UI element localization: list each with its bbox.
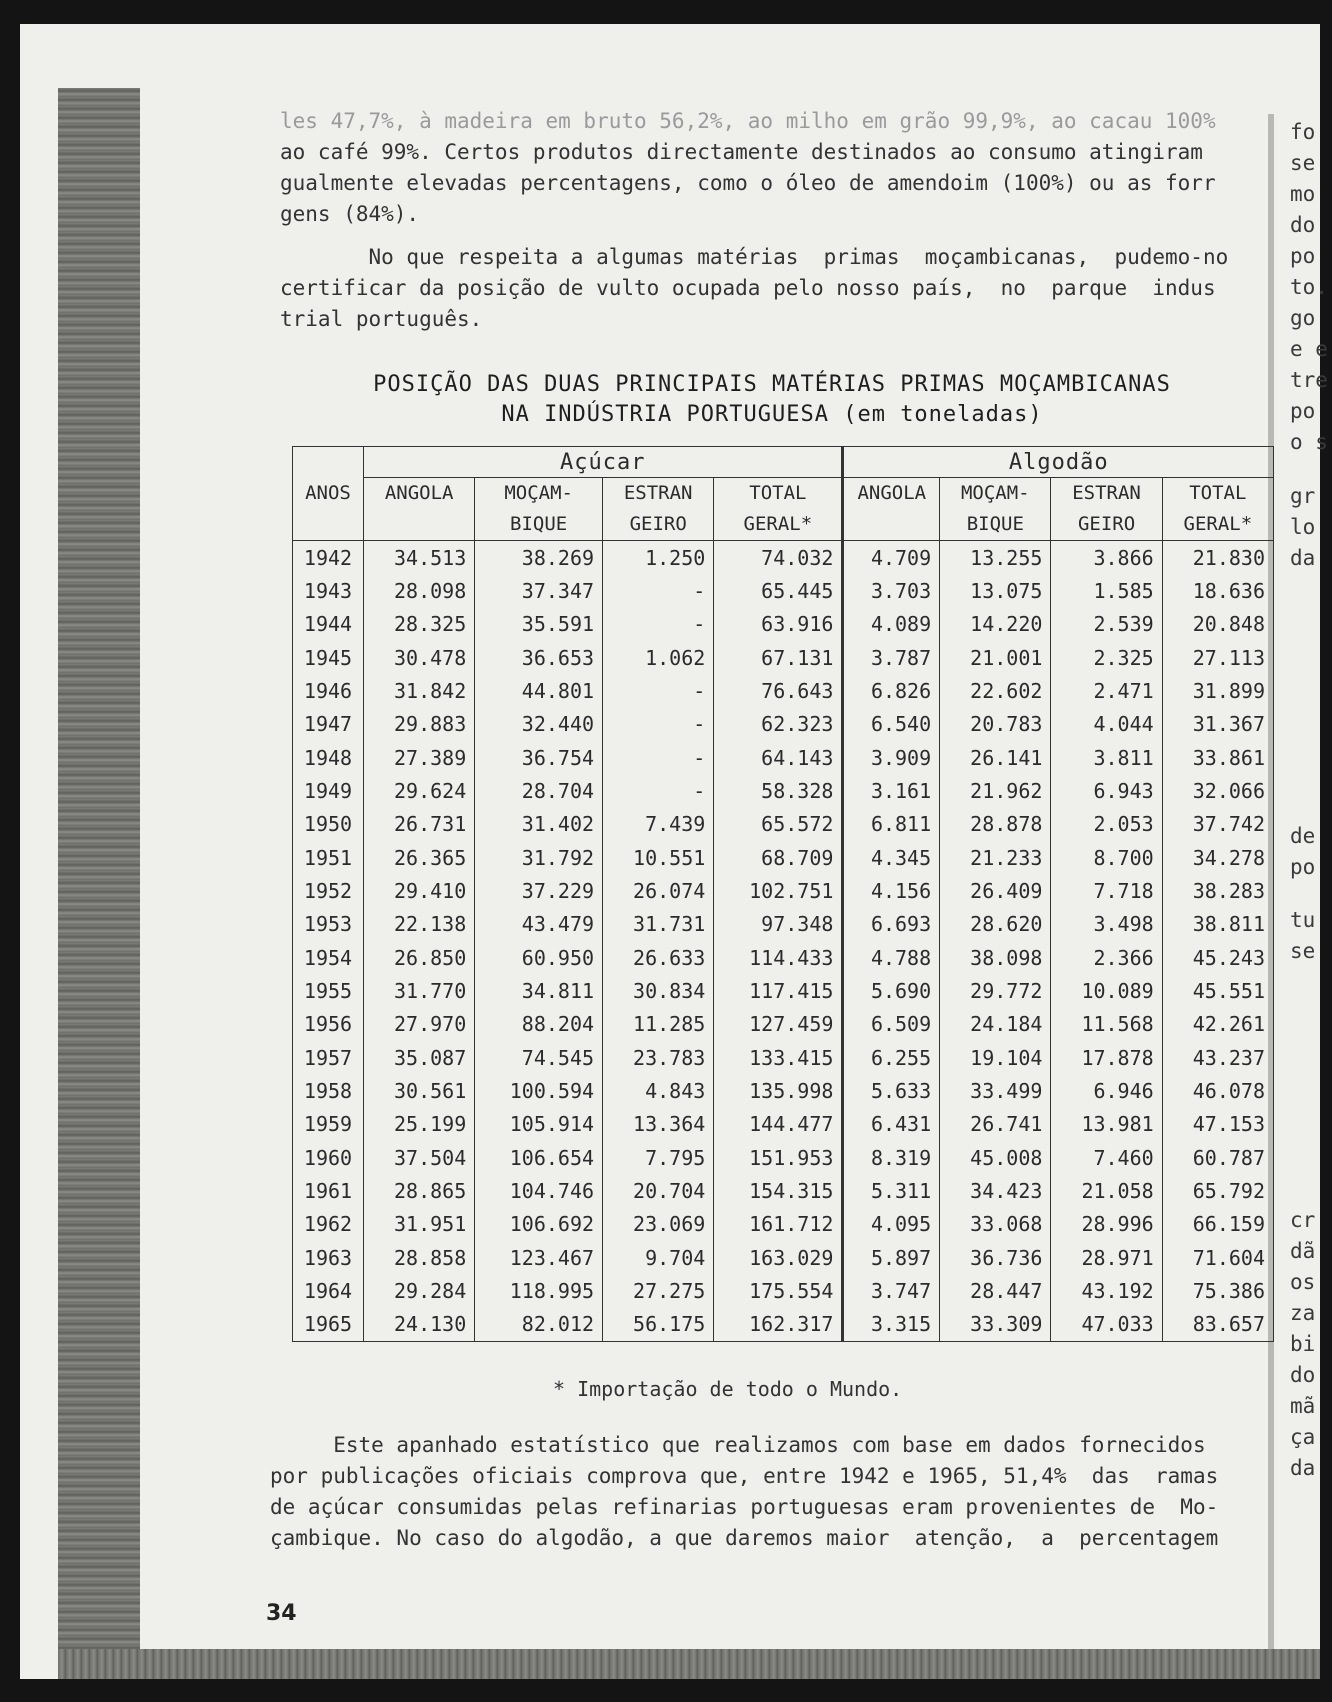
table-row (293, 874, 1274, 907)
value-cell: 163.029 (714, 1241, 843, 1274)
value-cell: 28.865 (364, 1174, 475, 1207)
column-header-mocambique: MOÇAM- BIQUE (940, 478, 1051, 541)
value-cell: 144.477 (714, 1108, 843, 1141)
table-row (293, 741, 1274, 774)
value-cell: 2.539 (1051, 608, 1162, 641)
value-cell: 135.998 (714, 1074, 843, 1107)
value-cell: 4.089 (843, 608, 940, 641)
value-cell: 6.811 (843, 808, 940, 841)
value-cell: 76.643 (714, 674, 843, 707)
paragraph-line: gens (84%). (280, 202, 420, 226)
value-cell: 13.981 (1051, 1108, 1162, 1141)
value-cell: 2.366 (1051, 941, 1162, 974)
value-cell: 22.138 (364, 908, 475, 941)
facing-page-fragment: se (1290, 939, 1316, 963)
value-cell: 117.415 (714, 974, 843, 1007)
value-cell: 26.850 (364, 941, 475, 974)
column-header-estrangeiro: ESTRAN GEIRO (1051, 478, 1162, 541)
value-cell: 3.161 (843, 774, 940, 807)
value-cell: - (603, 708, 714, 741)
value-cell: 71.604 (1162, 1241, 1273, 1274)
value-cell: 106.654 (475, 1141, 603, 1174)
value-cell: 5.690 (843, 974, 940, 1007)
value-cell: 1.062 (603, 641, 714, 674)
table-row (293, 1174, 1274, 1207)
value-cell: 18.636 (1162, 574, 1273, 607)
value-cell: 13.255 (940, 541, 1051, 575)
facing-page-fragment: da (1290, 1456, 1316, 1480)
year-cell: 1955 (293, 974, 364, 1007)
year-cell: 1942 (293, 541, 364, 575)
facing-page-edge (1282, 24, 1332, 1649)
value-cell: 6.509 (843, 1008, 940, 1041)
value-cell: 34.423 (940, 1174, 1051, 1207)
value-cell: 45.551 (1162, 974, 1273, 1007)
year-cell: 1958 (293, 1074, 364, 1107)
facing-page-fragment: lo (1290, 515, 1316, 539)
value-cell: 13.364 (603, 1108, 714, 1141)
paragraph-line: trial português. (280, 307, 483, 331)
value-cell: 6.693 (843, 908, 940, 941)
paragraph-line: No que respeita a algumas matérias primas moçambicanas, pudemo-no (280, 245, 1229, 269)
value-cell: 29.284 (364, 1274, 475, 1307)
corner-cell (293, 447, 364, 478)
value-cell: 27.389 (364, 741, 475, 774)
value-cell: 31.792 (475, 841, 603, 874)
value-cell: 3.909 (843, 741, 940, 774)
value-cell: 114.433 (714, 941, 843, 974)
table-row (293, 1308, 1274, 1342)
facing-page-fragment: se (1290, 151, 1316, 175)
value-cell: 4.095 (843, 1208, 940, 1241)
value-cell: 26.633 (603, 941, 714, 974)
table-row (293, 1141, 1274, 1174)
value-cell: 13.075 (940, 574, 1051, 607)
value-cell: 28.325 (364, 608, 475, 641)
value-cell: 36.754 (475, 741, 603, 774)
value-cell: 31.951 (364, 1208, 475, 1241)
value-cell: 106.692 (475, 1208, 603, 1241)
value-cell: 36.736 (940, 1241, 1051, 1274)
value-cell: - (603, 674, 714, 707)
table-row (293, 841, 1274, 874)
value-cell: 2.325 (1051, 641, 1162, 674)
facing-page-fragment: ça (1290, 1425, 1316, 1449)
facing-page-fragment: fo (1290, 120, 1316, 144)
value-cell: 66.159 (1162, 1208, 1273, 1241)
value-cell: 45.008 (940, 1141, 1051, 1174)
facing-page-fragment: de (1290, 824, 1316, 848)
year-cell: 1965 (293, 1308, 364, 1342)
value-cell: 30.561 (364, 1074, 475, 1107)
value-cell: 60.950 (475, 941, 603, 974)
value-cell: 26.731 (364, 808, 475, 841)
year-cell: 1951 (293, 841, 364, 874)
value-cell: 47.153 (1162, 1108, 1273, 1141)
value-cell: 29.883 (364, 708, 475, 741)
value-cell: 2.053 (1051, 808, 1162, 841)
facing-page-fragment: mo (1290, 182, 1316, 206)
data-table (292, 446, 1274, 1342)
page-bottom-edge (58, 1649, 1320, 1679)
value-cell: 6.431 (843, 1108, 940, 1141)
value-cell: 127.459 (714, 1008, 843, 1041)
value-cell: 26.409 (940, 874, 1051, 907)
value-cell: 21.058 (1051, 1174, 1162, 1207)
value-cell: 74.545 (475, 1041, 603, 1074)
facing-page-fragment: cr (1290, 1208, 1316, 1232)
value-cell: 37.504 (364, 1141, 475, 1174)
value-cell: 23.783 (603, 1041, 714, 1074)
table-row (293, 574, 1274, 607)
value-cell: 26.741 (940, 1108, 1051, 1141)
year-cell: 1948 (293, 741, 364, 774)
value-cell: 33.499 (940, 1074, 1051, 1107)
table-row (293, 1108, 1274, 1141)
value-cell: 7.460 (1051, 1141, 1162, 1174)
value-cell: 3.811 (1051, 741, 1162, 774)
value-cell: 11.285 (603, 1008, 714, 1041)
value-cell: 30.478 (364, 641, 475, 674)
value-cell: 36.653 (475, 641, 603, 674)
value-cell: 31.367 (1162, 708, 1273, 741)
value-cell: 4.345 (843, 841, 940, 874)
year-cell: 1945 (293, 641, 364, 674)
year-cell: 1953 (293, 908, 364, 941)
value-cell: 100.594 (475, 1074, 603, 1107)
value-cell: 20.848 (1162, 608, 1273, 641)
value-cell: 30.834 (603, 974, 714, 1007)
table-row (293, 941, 1274, 974)
value-cell: 43.479 (475, 908, 603, 941)
value-cell: 21.962 (940, 774, 1051, 807)
value-cell: 4.709 (843, 541, 940, 575)
value-cell: 5.311 (843, 1174, 940, 1207)
value-cell: 7.795 (603, 1141, 714, 1174)
value-cell: 7.439 (603, 808, 714, 841)
value-cell: 6.826 (843, 674, 940, 707)
column-header-anos: ANOS (293, 478, 364, 541)
year-cell: 1943 (293, 574, 364, 607)
value-cell: 4.156 (843, 874, 940, 907)
value-cell: - (603, 574, 714, 607)
value-cell: 67.131 (714, 641, 843, 674)
value-cell: 44.801 (475, 674, 603, 707)
value-cell: 162.317 (714, 1308, 843, 1342)
value-cell: 37.229 (475, 874, 603, 907)
facing-page-fragment: go (1290, 306, 1316, 330)
value-cell: 37.742 (1162, 808, 1273, 841)
facing-page-fragment: po (1290, 244, 1316, 268)
value-cell: - (603, 741, 714, 774)
year-cell: 1964 (293, 1274, 364, 1307)
paragraph-line: certificar da posição de vulto ocupada pelo nosso país, no parque indus (280, 276, 1216, 300)
value-cell: 27.275 (603, 1274, 714, 1307)
facing-page-fragment: tre (1290, 368, 1328, 392)
value-cell: 10.089 (1051, 974, 1162, 1007)
value-cell: 8.700 (1051, 841, 1162, 874)
table-row (293, 641, 1274, 674)
value-cell: 2.471 (1051, 674, 1162, 707)
year-cell: 1959 (293, 1108, 364, 1141)
value-cell: 31.899 (1162, 674, 1273, 707)
table-row (293, 1074, 1274, 1107)
value-cell: - (603, 608, 714, 641)
value-cell: 65.792 (1162, 1174, 1273, 1207)
value-cell: 37.347 (475, 574, 603, 607)
value-cell: 22.602 (940, 674, 1051, 707)
value-cell: 32.440 (475, 708, 603, 741)
value-cell: 33.068 (940, 1208, 1051, 1241)
value-cell: 104.746 (475, 1174, 603, 1207)
facing-page-fragment: to. (1290, 275, 1328, 299)
value-cell: 4.843 (603, 1074, 714, 1107)
paragraph-line: çambique. No caso do algodão, a que daremos maior atenção, a percentagem (270, 1526, 1219, 1550)
value-cell: 65.445 (714, 574, 843, 607)
year-cell: 1963 (293, 1241, 364, 1274)
value-cell: 3.866 (1051, 541, 1162, 575)
value-cell: 3.498 (1051, 908, 1162, 941)
column-header-mocambique: MOÇAM- BIQUE (475, 478, 603, 541)
value-cell: 64.143 (714, 741, 843, 774)
table-footnote: * Importação de todo o Mundo. (553, 1377, 903, 1401)
table-row (293, 674, 1274, 707)
year-cell: 1950 (293, 808, 364, 841)
paragraph-line: por publicações oficiais comprova que, entre 1942 e 1965, 51,4% das ramas (270, 1464, 1219, 1488)
value-cell: 10.551 (603, 841, 714, 874)
value-cell: 6.255 (843, 1041, 940, 1074)
value-cell: 1.585 (1051, 574, 1162, 607)
value-cell: 68.709 (714, 841, 843, 874)
value-cell: 28.996 (1051, 1208, 1162, 1241)
year-cell: 1944 (293, 608, 364, 641)
year-cell: 1956 (293, 1008, 364, 1041)
paragraph-line: les 47,7%, à madeira em bruto 56,2%, ao milho em grão 99,9%, ao cacau 100% (280, 109, 1216, 133)
table-row (293, 1208, 1274, 1241)
table-row (293, 1041, 1274, 1074)
value-cell: 29.772 (940, 974, 1051, 1007)
value-cell: 38.098 (940, 941, 1051, 974)
year-cell: 1954 (293, 941, 364, 974)
value-cell: 35.591 (475, 608, 603, 641)
column-header-total-geral: TOTAL GERAL* (714, 478, 843, 541)
value-cell: 47.033 (1051, 1308, 1162, 1342)
year-cell: 1952 (293, 874, 364, 907)
table-row (293, 708, 1274, 741)
table-row (293, 808, 1274, 841)
table-row (293, 1241, 1274, 1274)
value-cell: 63.916 (714, 608, 843, 641)
value-cell: 26.365 (364, 841, 475, 874)
value-cell: 28.447 (940, 1274, 1051, 1307)
page-number: 34 (266, 1601, 297, 1626)
value-cell: 123.467 (475, 1241, 603, 1274)
table-row (293, 908, 1274, 941)
group-header-acucar: Açúcar (364, 447, 843, 478)
value-cell: 34.513 (364, 541, 475, 575)
year-cell: 1947 (293, 708, 364, 741)
document-page (20, 24, 1328, 1679)
column-header-estrangeiro: ESTRAN GEIRO (603, 478, 714, 541)
value-cell: 161.712 (714, 1208, 843, 1241)
value-cell: 24.184 (940, 1008, 1051, 1041)
value-cell: 3.747 (843, 1274, 940, 1307)
value-cell: 3.703 (843, 574, 940, 607)
value-cell: 5.633 (843, 1074, 940, 1107)
value-cell: 151.953 (714, 1141, 843, 1174)
value-cell: 4.788 (843, 941, 940, 974)
value-cell: 56.175 (603, 1308, 714, 1342)
year-cell: 1960 (293, 1141, 364, 1174)
value-cell: 14.220 (940, 608, 1051, 641)
value-cell: 60.787 (1162, 1141, 1273, 1174)
table-title: POSIÇÃO DAS DUAS PRINCIPAIS MATÉRIAS PRIMAS MOÇAMBICANAS (373, 372, 1171, 397)
value-cell: 3.315 (843, 1308, 940, 1342)
value-cell: 105.914 (475, 1108, 603, 1141)
value-cell: 31.842 (364, 674, 475, 707)
value-cell: 27.113 (1162, 641, 1273, 674)
value-cell: 38.283 (1162, 874, 1273, 907)
value-cell: 43.237 (1162, 1041, 1273, 1074)
facing-page-fragment: po (1290, 399, 1316, 423)
facing-page-fragment: dã (1290, 1239, 1316, 1263)
facing-page-fragment: mã (1290, 1394, 1316, 1418)
facing-page-fragment: po (1290, 855, 1316, 879)
value-cell: 28.878 (940, 808, 1051, 841)
value-cell: 29.410 (364, 874, 475, 907)
paragraph-line: de açúcar consumidas pelas refinarias portuguesas eram provenientes de Mo- (270, 1495, 1219, 1519)
table-row (293, 1274, 1274, 1307)
year-cell: 1957 (293, 1041, 364, 1074)
value-cell: 5.897 (843, 1241, 940, 1274)
value-cell: 75.386 (1162, 1274, 1273, 1307)
column-header-total-geral: TOTAL GERAL* (1162, 478, 1273, 541)
value-cell: 34.811 (475, 974, 603, 1007)
value-cell: 31.770 (364, 974, 475, 1007)
value-cell: 34.278 (1162, 841, 1273, 874)
value-cell: 11.568 (1051, 1008, 1162, 1041)
value-cell: 28.620 (940, 908, 1051, 941)
value-cell: 88.204 (475, 1008, 603, 1041)
year-cell: 1962 (293, 1208, 364, 1241)
value-cell: 8.319 (843, 1141, 940, 1174)
value-cell: 97.348 (714, 908, 843, 941)
value-cell: 62.323 (714, 708, 843, 741)
value-cell: 6.540 (843, 708, 940, 741)
table-subtitle: NA INDÚSTRIA PORTUGUESA (em toneladas) (501, 402, 1043, 427)
table-row (293, 774, 1274, 807)
value-cell: 20.783 (940, 708, 1051, 741)
value-cell: 24.130 (364, 1308, 475, 1342)
value-cell: 28.971 (1051, 1241, 1162, 1274)
value-cell: 7.718 (1051, 874, 1162, 907)
value-cell: 3.787 (843, 641, 940, 674)
book-binding (58, 88, 140, 1664)
value-cell: 43.192 (1051, 1274, 1162, 1307)
facing-page-fragment: gr (1290, 484, 1316, 508)
value-cell: - (603, 774, 714, 807)
value-cell: 25.199 (364, 1108, 475, 1141)
table-row (293, 608, 1274, 641)
value-cell: 31.402 (475, 808, 603, 841)
value-cell: 38.269 (475, 541, 603, 575)
value-cell: 19.104 (940, 1041, 1051, 1074)
paragraph-line: gualmente elevadas percentagens, como o óleo de amendoim (100%) ou as forr (280, 171, 1216, 195)
year-cell: 1949 (293, 774, 364, 807)
value-cell: 154.315 (714, 1174, 843, 1207)
group-header-algodao: Algodão (843, 447, 1274, 478)
value-cell: 21.233 (940, 841, 1051, 874)
facing-page-fragment: e e (1290, 337, 1328, 361)
value-cell: 21.830 (1162, 541, 1273, 575)
value-cell: 45.243 (1162, 941, 1273, 974)
facing-page-fragment: do (1290, 213, 1316, 237)
value-cell: 65.572 (714, 808, 843, 841)
facing-page-fragment: os (1290, 1270, 1316, 1294)
value-cell: 33.861 (1162, 741, 1273, 774)
paragraph-line: ao café 99%. Certos produtos directamente destinados ao consumo atingiram (280, 140, 1203, 164)
value-cell: 28.704 (475, 774, 603, 807)
year-cell: 1961 (293, 1174, 364, 1207)
value-cell: 42.261 (1162, 1008, 1273, 1041)
value-cell: 27.970 (364, 1008, 475, 1041)
facing-page-fragment: tu (1290, 908, 1316, 932)
value-cell: 175.554 (714, 1274, 843, 1307)
value-cell: 33.309 (940, 1308, 1051, 1342)
value-cell: 17.878 (1051, 1041, 1162, 1074)
value-cell: 26.141 (940, 741, 1051, 774)
value-cell: 23.069 (603, 1208, 714, 1241)
facing-page-fragment: o s (1290, 430, 1328, 454)
value-cell: 29.624 (364, 774, 475, 807)
table-row (293, 1008, 1274, 1041)
value-cell: 82.012 (475, 1308, 603, 1342)
value-cell: 35.087 (364, 1041, 475, 1074)
value-cell: 83.657 (1162, 1308, 1273, 1342)
table-row (293, 974, 1274, 1007)
value-cell: 20.704 (603, 1174, 714, 1207)
value-cell: 31.731 (603, 908, 714, 941)
value-cell: 26.074 (603, 874, 714, 907)
value-cell: 46.078 (1162, 1074, 1273, 1107)
value-cell: 28.098 (364, 574, 475, 607)
facing-page-fragment: da (1290, 546, 1316, 570)
facing-page-fragment: do (1290, 1363, 1316, 1387)
value-cell: 118.995 (475, 1274, 603, 1307)
facing-page-fragment: za (1290, 1301, 1316, 1325)
value-cell: 9.704 (603, 1241, 714, 1274)
table-row (293, 541, 1274, 575)
value-cell: 32.066 (1162, 774, 1273, 807)
year-cell: 1946 (293, 674, 364, 707)
value-cell: 38.811 (1162, 908, 1273, 941)
value-cell: 28.858 (364, 1241, 475, 1274)
value-cell: 133.415 (714, 1041, 843, 1074)
value-cell: 58.328 (714, 774, 843, 807)
value-cell: 4.044 (1051, 708, 1162, 741)
value-cell: 1.250 (603, 541, 714, 575)
paragraph-line: Este apanhado estatístico que realizamos com base em dados fornecidos (270, 1433, 1206, 1457)
value-cell: 6.946 (1051, 1074, 1162, 1107)
column-header-angola: ANGOLA (364, 478, 475, 541)
value-cell: 102.751 (714, 874, 843, 907)
value-cell: 21.001 (940, 641, 1051, 674)
facing-page-fragment: bi (1290, 1332, 1316, 1356)
value-cell: 6.943 (1051, 774, 1162, 807)
column-header-angola: ANGOLA (843, 478, 940, 541)
value-cell: 74.032 (714, 541, 843, 575)
